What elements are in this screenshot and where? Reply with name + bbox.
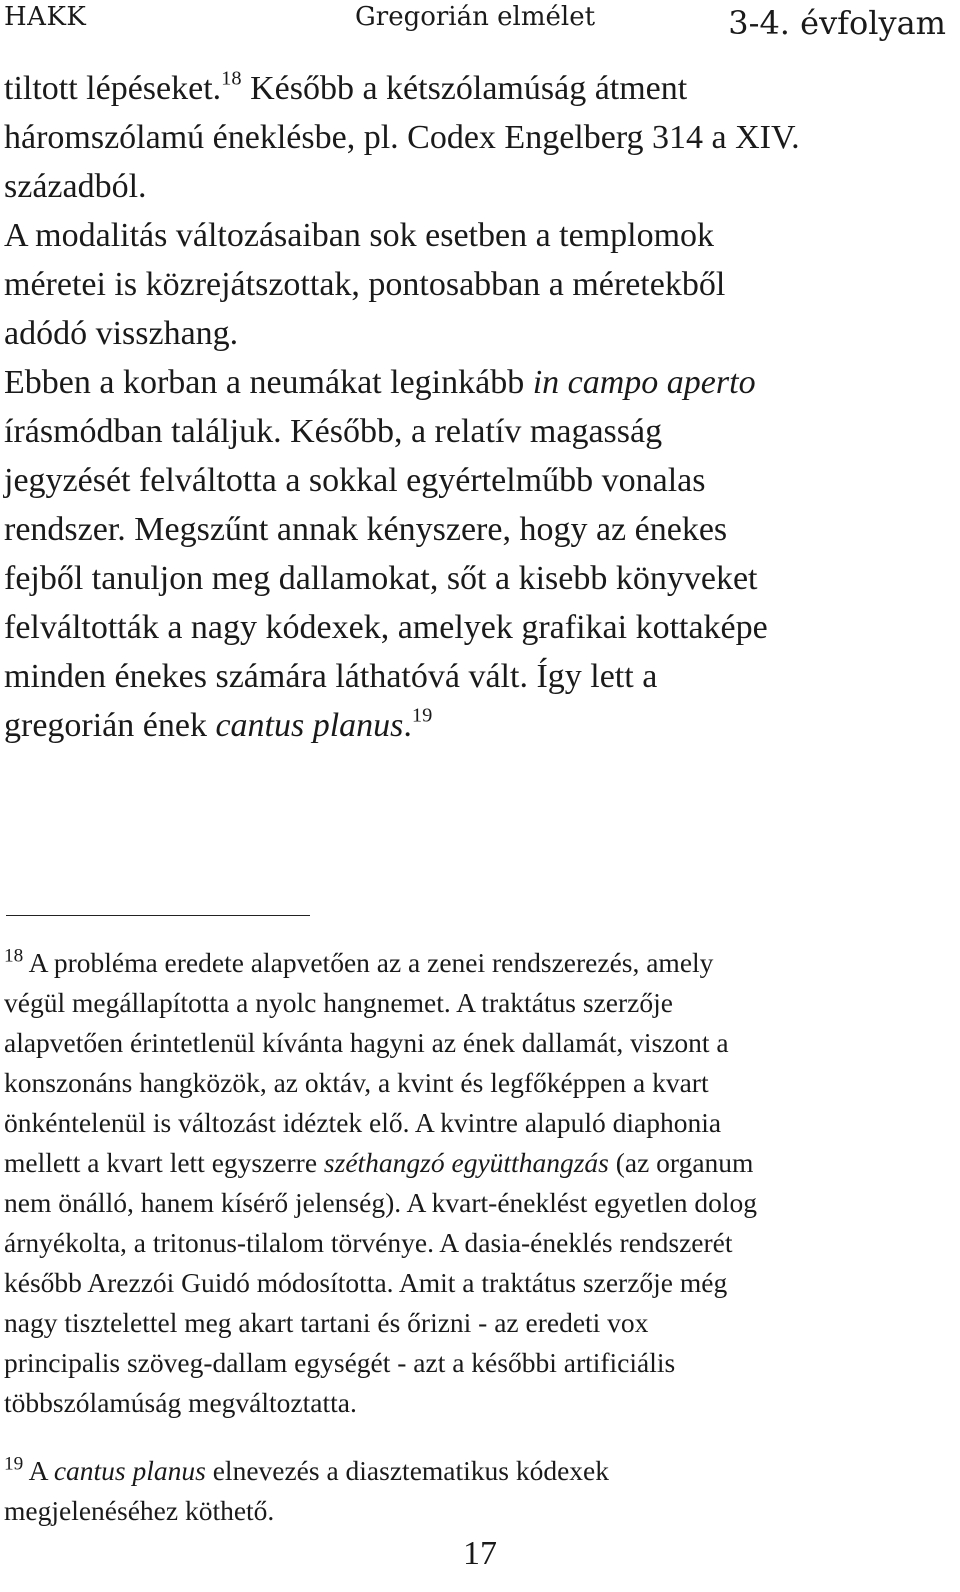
italic-term: széthangzó együtthangzás bbox=[323, 1147, 609, 1178]
text-span: (az organum bbox=[608, 1147, 754, 1178]
header-grade: 3-4. évfolyam bbox=[728, 4, 946, 42]
footnote-ref-18[interactable]: 18 bbox=[221, 67, 242, 90]
text-line: jegyzését felváltotta a sokkal egyértelműbb vonalas bbox=[4, 462, 706, 499]
text-span: tiltott lépéseket. bbox=[4, 70, 222, 107]
footnote-number: 19 bbox=[4, 1453, 24, 1475]
footnote-19 bbox=[4, 1451, 954, 1531]
text-line: fejből tanuljon meg dallamokat, sőt a kisebb könyveket bbox=[4, 560, 758, 597]
footnote-line bbox=[4, 1451, 954, 1491]
footnote-line: principalis szöveg-dallam egységét - azt a későbbi artificiális bbox=[4, 1347, 676, 1378]
text-span: . bbox=[403, 707, 412, 744]
italic-term: cantus planus bbox=[53, 1455, 206, 1486]
text-span: Ebben a korban a neumákat leginkább bbox=[4, 364, 533, 401]
text-span: elnevezés a diasztematikus kódexek bbox=[205, 1455, 610, 1486]
text-line: méretei is közrejátszottak, pontosabban a méretekből bbox=[4, 266, 726, 303]
text-line bbox=[4, 701, 954, 750]
text-line: A modalitás változásaiban sok esetben a templomok bbox=[4, 217, 715, 254]
italic-term: cantus planus bbox=[215, 707, 404, 744]
text-line: háromszólamú éneklésbe, pl. Codex Engelberg 314 a XIV. bbox=[4, 119, 800, 156]
footnote-line: árnyékolta, a tritonus-tilalom törvénye. A dasia-éneklés rendszerét bbox=[4, 1227, 733, 1258]
text-line: adódó visszhang. bbox=[4, 315, 239, 352]
text-line: rendszer. Megszűnt annak kényszere, hogy az énekes bbox=[4, 511, 728, 548]
footnote-18 bbox=[4, 943, 954, 1423]
footnote-number: 18 bbox=[4, 945, 24, 967]
footnote-line: később Arezzói Guidó módosította. Amit a traktátus szerzője még bbox=[4, 1267, 728, 1298]
footnote-line: végül megállapította a nyolc hangnemet. A traktátus szerzője bbox=[4, 987, 673, 1018]
page-header bbox=[0, 0, 960, 60]
footnote-line: többszólamúság megváltoztatta. bbox=[4, 1387, 357, 1418]
footnote-line: nagy tisztelettel meg akart tartani és őrizni - az eredeti vox bbox=[4, 1307, 649, 1338]
footnote-line bbox=[4, 1143, 954, 1183]
text-line: felváltották a nagy kódexek, amelyek grafikai kottaképe bbox=[4, 609, 768, 646]
header-title: Gregorián elmélet bbox=[355, 2, 596, 32]
text-span: mellett a kvart lett egyszerre bbox=[4, 1147, 324, 1178]
footnote-line: megjelenéséhez köthető. bbox=[4, 1495, 275, 1526]
text-span: Később a kétszólamúság átment bbox=[241, 70, 688, 107]
text-line: írásmódban találjuk. Később, a relatív magasság bbox=[4, 413, 663, 450]
italic-term: in campo aperto bbox=[532, 364, 756, 401]
footnote-divider bbox=[6, 915, 310, 916]
footnote-line: önkéntelenül is változást idéztek elő. A kvintre alapuló diaphonia bbox=[4, 1107, 722, 1138]
header-left: HAKK bbox=[4, 2, 87, 32]
footnote-line: konszonáns hangközök, az oktáv, a kvint és legfőképpen a kvart bbox=[4, 1067, 709, 1098]
text-line: minden énekes számára láthatóvá vált. Így lett a bbox=[4, 658, 658, 695]
text-line bbox=[4, 358, 954, 407]
text-span: gregorián ének bbox=[4, 707, 216, 744]
footnote-line: alapvetően érintetlenül kívánta hagyni az ének dallamát, viszont a bbox=[4, 1027, 729, 1058]
footnote-ref-19[interactable]: 19 bbox=[411, 704, 433, 727]
footnote-line: nem önálló, hanem kísérő jelenség). A kvart-éneklést egyetlen dolog bbox=[4, 1187, 757, 1218]
main-text bbox=[4, 64, 954, 750]
text-line: századból. bbox=[4, 168, 147, 205]
text-line bbox=[4, 64, 954, 113]
text-span: A probléma eredete alapvetően az a zenei rendszerezés, amely bbox=[23, 947, 714, 978]
footnote-line bbox=[4, 943, 954, 983]
page-number: 17 bbox=[463, 1535, 497, 1572]
text-span: A bbox=[23, 1455, 54, 1486]
